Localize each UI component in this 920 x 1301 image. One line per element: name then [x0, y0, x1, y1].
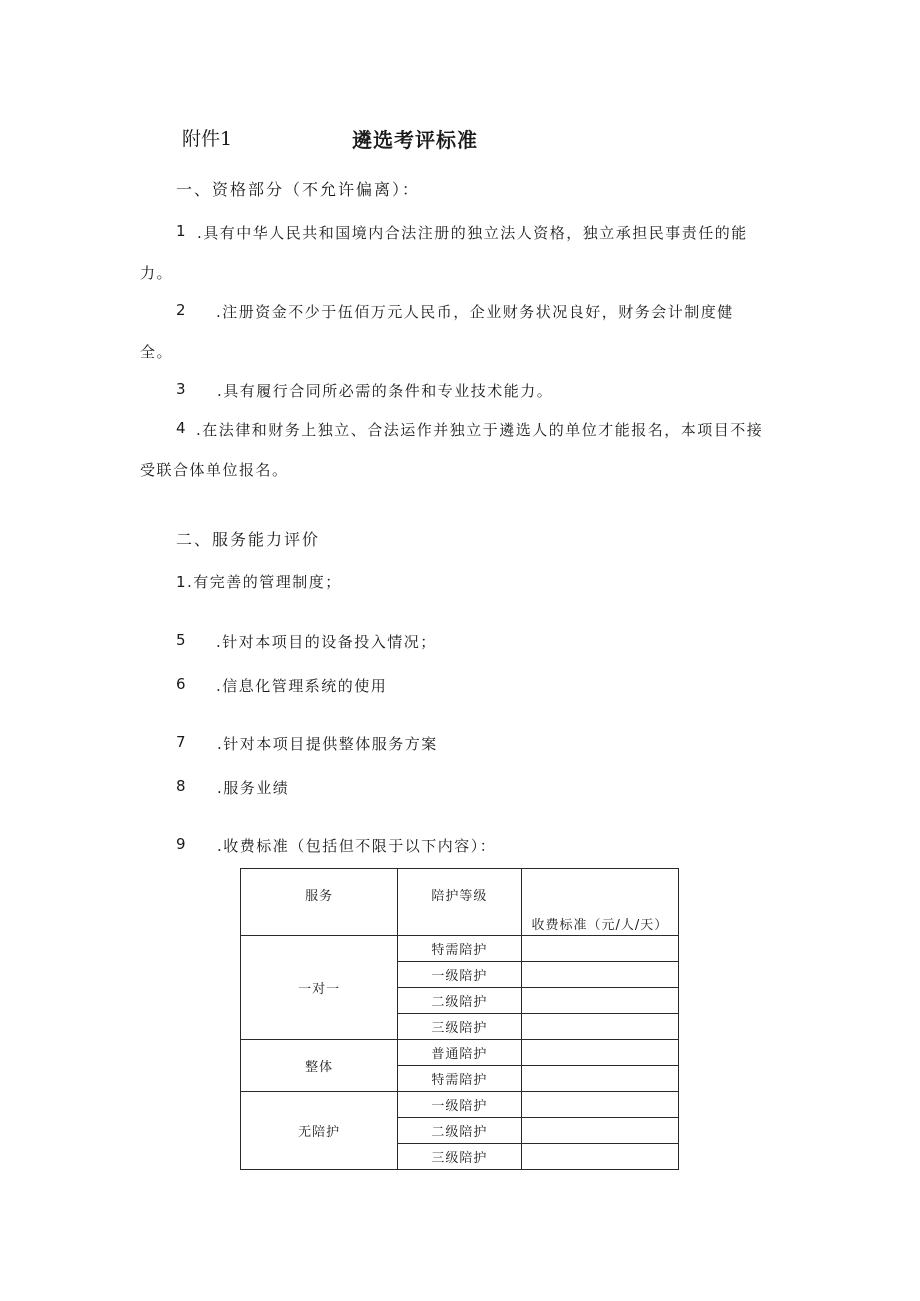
section1-item-text: .具有履行合同所必需的条件和专业技术能力。 [217, 382, 554, 400]
fee-cell [521, 1144, 678, 1170]
section2-item-text: .信息化管理系统的使用 [216, 677, 388, 695]
header-level: 陪护等级 [398, 869, 521, 936]
fee-cell [521, 936, 678, 962]
section1-item-continuation: 力。 [140, 264, 174, 282]
fee-cell [521, 1066, 678, 1092]
section2-first-item: 1.有完善的管理制度； [176, 573, 342, 591]
table-row [241, 936, 679, 962]
section1-item-text: .注册资金不少于伍佰万元人民币，企业财务状况良好，财务会计制度健 [216, 303, 734, 321]
fee-table [240, 868, 679, 1170]
fee-cell [521, 1092, 678, 1118]
section1-item-num: 4 [176, 419, 186, 437]
level-cell: 一级陪护 [398, 962, 521, 988]
section1-item-continuation: 全。 [140, 343, 174, 361]
level-cell: 普通陪护 [398, 1040, 521, 1066]
header-fee: 收费标准（元/人/天） [521, 869, 678, 936]
section1-item-continuation: 受联合体单位报名。 [140, 461, 289, 479]
section1-item-num: 3 [176, 380, 186, 398]
service-cell: 一对一 [241, 936, 398, 1040]
section2-item-num: 9 [176, 835, 186, 853]
section1-item-text: .具有中华人民共和国境内合法注册的独立法人资格，独立承担民事责任的能 [197, 224, 748, 242]
table-header-row [241, 869, 679, 936]
table-row [241, 1092, 679, 1118]
level-cell: 三级陪护 [398, 1144, 521, 1170]
section1-item-text: .在法律和财务上独立、合法运作并独立于遴选人的单位才能报名，本项目不接 [196, 421, 764, 439]
section2-item-num: 5 [176, 631, 186, 649]
fee-cell [521, 988, 678, 1014]
section2-item-num: 6 [176, 675, 186, 693]
section1-item-num: 2 [176, 301, 186, 319]
section2-heading: 二、服务能力评价 [176, 530, 321, 549]
section1-item-num: 1 [176, 222, 186, 240]
level-cell: 二级陪护 [398, 1118, 521, 1144]
level-cell: 特需陪护 [398, 936, 521, 962]
fee-cell [521, 962, 678, 988]
section2-item-text: .针对本项目提供整体服务方案 [217, 735, 438, 753]
section2-item-text: .针对本项目的设备投入情况； [216, 633, 437, 651]
fee-cell [521, 1014, 678, 1040]
section2-item-text: .服务业绩 [217, 779, 290, 797]
level-cell: 一级陪护 [398, 1092, 521, 1118]
page-title: 遴选考评标准 [352, 128, 478, 152]
section1-heading: 一、资格部分（不允许偏离）： [176, 180, 421, 199]
section2-item-text: .收费标准（包括但不限于以下内容）： [217, 837, 497, 855]
level-cell: 三级陪护 [398, 1014, 521, 1040]
fee-cell [521, 1118, 678, 1144]
table-row [241, 1040, 679, 1066]
attachment-label: 附件1 [182, 128, 233, 150]
service-cell: 整体 [241, 1040, 398, 1092]
level-cell: 特需陪护 [398, 1066, 521, 1092]
level-cell: 二级陪护 [398, 988, 521, 1014]
header-service: 服务 [241, 869, 398, 936]
section2-item-num: 8 [176, 777, 186, 795]
fee-cell [521, 1040, 678, 1066]
section2-item-num: 7 [176, 733, 186, 751]
service-cell: 无陪护 [241, 1092, 398, 1170]
